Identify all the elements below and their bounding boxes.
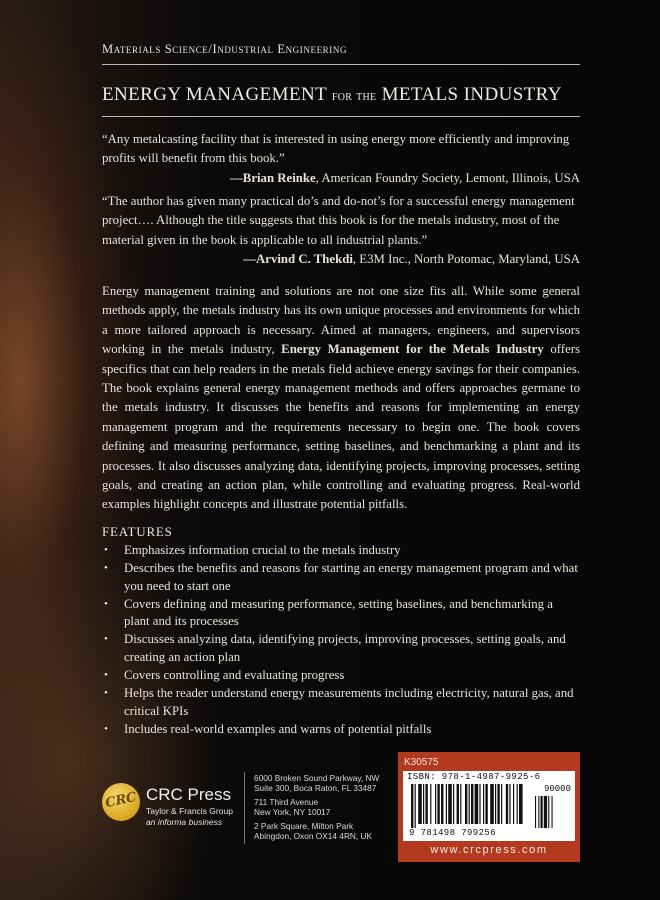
barcode-area bbox=[403, 771, 575, 841]
description-text: Energy management training and solutions are not one size fits all. While some general methods apply, the metals industry has its own unique processes and environments for which a more tailored approach is necessary. Aimed at managers, engineers, and supervisors working in the metals industry, bbox=[102, 284, 580, 357]
title-part-1: ENERGY MANAGEMENT bbox=[102, 84, 332, 105]
quote-attribution bbox=[102, 169, 580, 188]
quote-2 bbox=[102, 192, 580, 270]
quote-affiliation: , American Foundry Society, Lemont, Illinois, USA bbox=[315, 170, 580, 185]
quote-author: —Arvind C. Thekdi bbox=[243, 252, 353, 267]
quote-text: “Any metalcasting facility that is interested in using energy more efficiently and improving profits will benefit from this book.” bbox=[102, 132, 570, 166]
price-code: 90000 bbox=[543, 784, 571, 794]
description-text-cont: offers specifics that can help readers in the metals field achieve energy savings for their companies. The book explains general energy management methods and offers approaches germane to the metals industry. It discusses the benefits and reasons for implementing an energy management program and the requirements necessary to begin one. The book covers defining and measuring performance, setting baselines, and benchmarking a plant and its processes. It also discusses analyzing data, identifying projects, improving processes, setting goals, and creating an action plan, while controlling and evaluating progress. Real-world examples highlight concepts and illustrate potential pitfalls. bbox=[102, 342, 580, 512]
isbn-text: ISBN: 978-1-4987-9925-6 bbox=[407, 772, 541, 782]
address-line: Abingdon, Oxon OX14 4RN, UK bbox=[254, 831, 373, 842]
quote-1 bbox=[102, 130, 580, 188]
feature-item: • Discusses analyzing data, identifying projects, improving processes, setting goals, and creating an action plan bbox=[102, 631, 580, 666]
publisher-group-name: Taylor & Francis Group bbox=[146, 806, 233, 816]
feature-item: • Covers controlling and evaluating progress bbox=[102, 667, 580, 685]
feature-item: • Includes real-world examples and warns of potential pitfalls bbox=[102, 721, 580, 739]
title-divider bbox=[102, 116, 580, 117]
ean-number: 9 781498 799256 bbox=[409, 828, 497, 838]
top-divider bbox=[102, 64, 580, 65]
barcode-panel bbox=[398, 752, 580, 862]
publisher-business: an informa business bbox=[146, 817, 223, 827]
address-line: 2 Park Square, Milton Park bbox=[254, 820, 354, 831]
address-line: New York, NY 10017 bbox=[254, 807, 331, 818]
address-line: 711 Third Avenue bbox=[254, 796, 319, 807]
title-part-3: METALS INDUSTRY bbox=[376, 84, 562, 105]
features-list bbox=[102, 542, 580, 739]
address-line: 6000 Broken Sound Parkway, NW bbox=[254, 773, 380, 783]
description bbox=[102, 282, 580, 515]
book-title bbox=[102, 84, 582, 106]
publisher-name: CRC Press bbox=[146, 785, 232, 804]
features-heading: FEATURES bbox=[102, 524, 173, 539]
quote-attribution bbox=[102, 250, 580, 269]
publisher-group bbox=[146, 806, 233, 828]
series-label: Materials Science/Industrial Engineering bbox=[102, 42, 348, 56]
description-book-title: Energy Management for the Metals Industry bbox=[281, 342, 544, 357]
catalog-code: K30575 bbox=[404, 757, 439, 768]
feature-item: • Describes the benefits and reasons for starting an energy management program and what you need to start one bbox=[102, 560, 580, 595]
logo-text: CRC bbox=[104, 789, 138, 812]
quote-affiliation: , E3M Inc., North Potomac, Maryland, USA bbox=[352, 252, 580, 267]
feature-item: • Helps the reader understand energy measurements including electricity, natural gas, and critical KPIs bbox=[102, 685, 580, 720]
quote-text: “The author has given many practical do’s and do-not’s for a successful energy management project…. Although the title suggests that this book is for the metals industry, most of the material given in the book is applicable to all industrial plants.” bbox=[102, 194, 575, 247]
publisher-divider bbox=[244, 772, 245, 844]
feature-item: • Emphasizes information crucial to the metals industry bbox=[102, 542, 580, 560]
feature-item: • Covers defining and measuring performance, setting baselines, and benchmarking a plant and its processes bbox=[102, 596, 580, 631]
quote-author: —Brian Reinke bbox=[229, 170, 316, 185]
title-part-2: for the bbox=[331, 89, 377, 104]
publisher-url: www.crcpress.com bbox=[430, 844, 548, 856]
crc-logo-icon bbox=[102, 783, 140, 821]
address-line: Suite 300, Boca Raton, FL 33487 bbox=[254, 783, 377, 794]
publisher-address bbox=[254, 773, 379, 841]
